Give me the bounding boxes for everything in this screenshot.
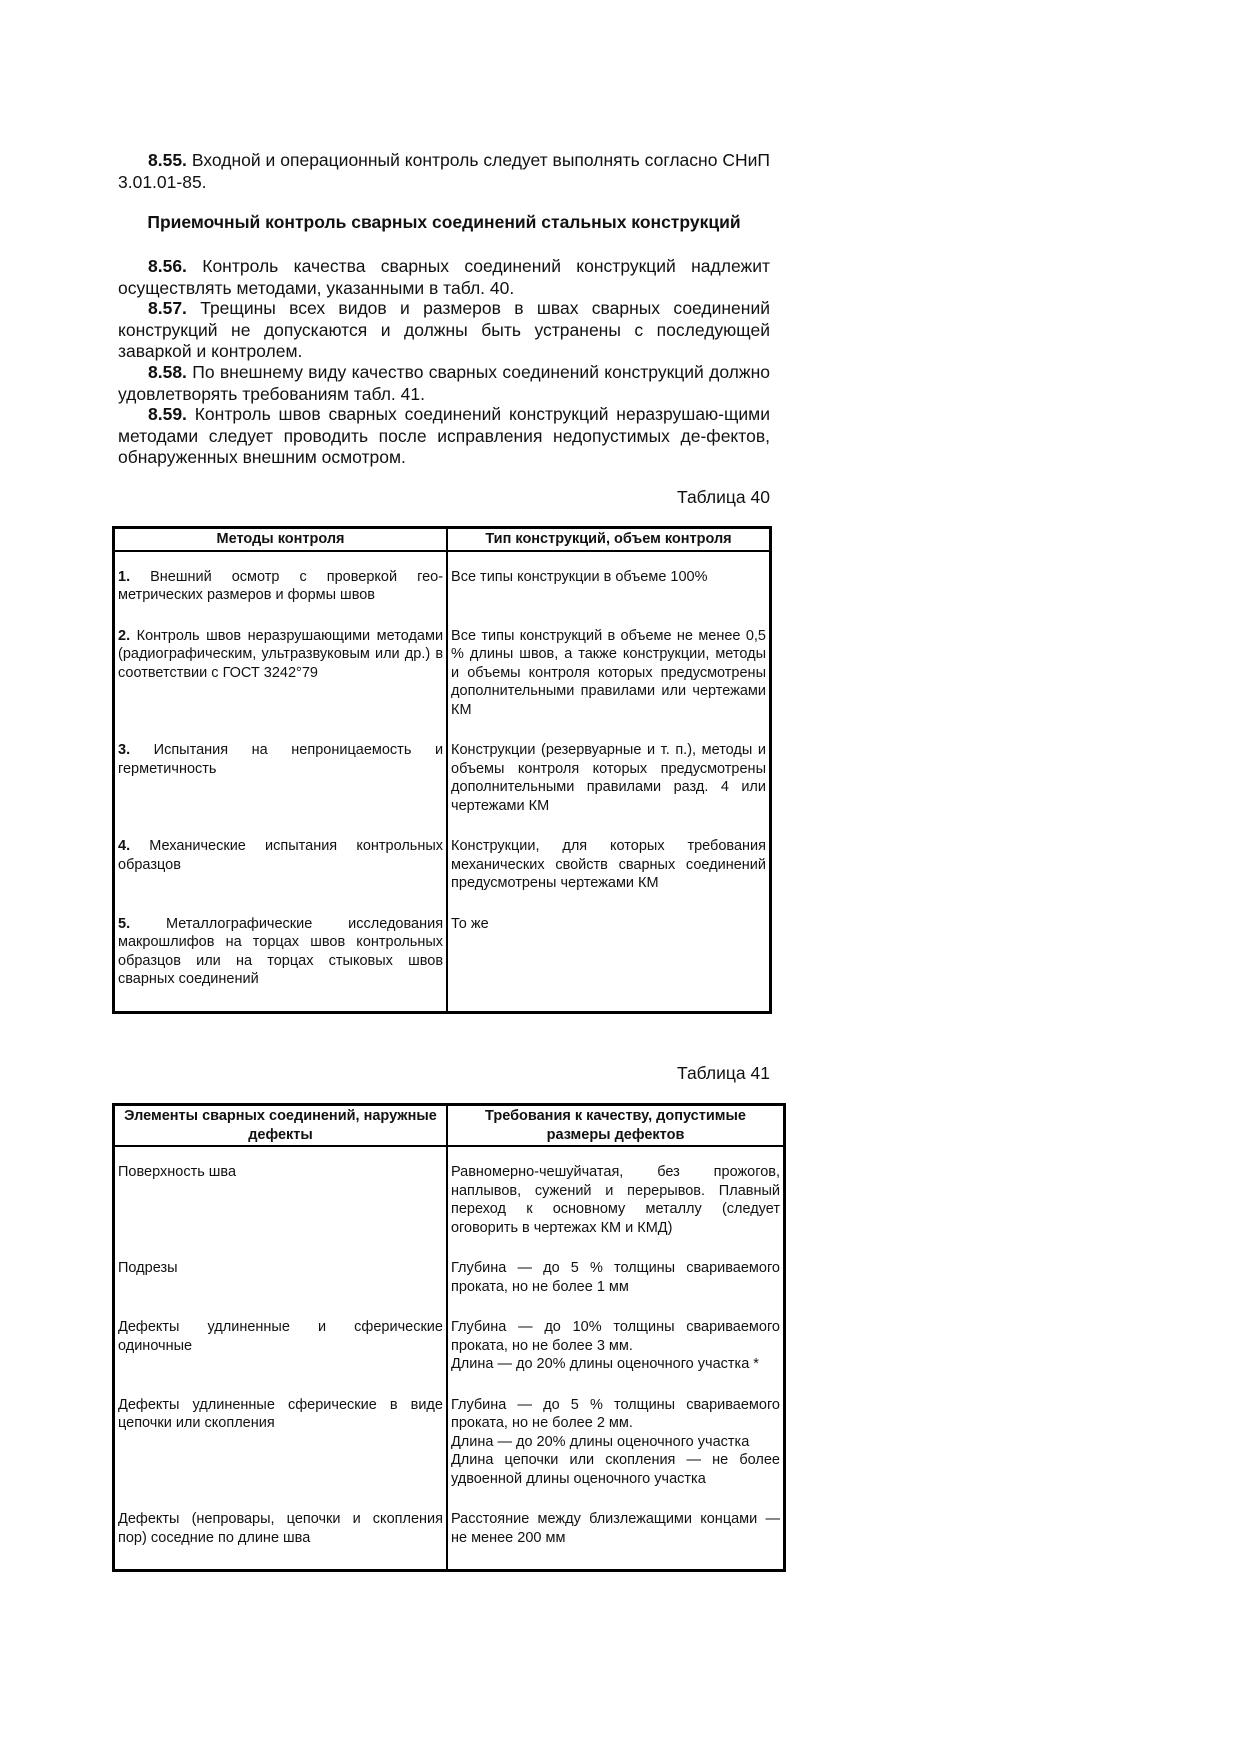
requirement-line: Расстояние между близлежащими концами — не менее 200 мм bbox=[450, 1511, 780, 1546]
paragraph-number: 8.58. bbox=[148, 362, 187, 382]
table-row bbox=[114, 741, 771, 815]
requirement-cell bbox=[447, 1510, 785, 1547]
paragraph-number: 8.59. bbox=[148, 404, 187, 424]
row-number: 4. bbox=[118, 838, 131, 854]
method-cell bbox=[114, 568, 448, 605]
column-header: Требования к качеству, допустимые размеры дефектов bbox=[447, 1105, 785, 1147]
table-row bbox=[114, 1318, 785, 1374]
method-cell bbox=[114, 741, 448, 815]
paragraph-8-59 bbox=[118, 404, 770, 469]
row-number: 2. bbox=[118, 627, 131, 644]
scope-cell: Все типы конструкции в объеме 100% bbox=[451, 568, 708, 585]
requirement-cell bbox=[447, 1259, 785, 1296]
paragraph-number: 8.55. bbox=[148, 150, 187, 170]
method-cell bbox=[114, 627, 448, 720]
requirement-line: Длина — до 20% длины оценочного участка bbox=[450, 1433, 750, 1450]
section-heading: Приемочный контроль сварных соединений стальных конструкций bbox=[147, 212, 741, 232]
paragraph-text: По внешнему виду качество сварных соединений конструкций должно удовлетворять требованиям табл. 41. bbox=[118, 362, 770, 404]
requirement-cell bbox=[447, 1396, 785, 1489]
requirement-line: Глубина — до 5 % толщины свариваемого проката, но не более 2 мм. bbox=[450, 1396, 780, 1431]
table-40-caption: Таблица 40 bbox=[677, 487, 770, 507]
requirement-cell bbox=[447, 1318, 785, 1374]
table-row bbox=[114, 1510, 785, 1547]
method-text: Внешний осмотр с проверкой гео-метрических размеров и формы швов bbox=[118, 568, 444, 603]
requirement-line: Длина — до 20% длины оценочного участка * bbox=[450, 1356, 759, 1372]
requirement-cell bbox=[447, 1163, 785, 1237]
paragraph-number: 8.56. bbox=[148, 256, 187, 276]
table-row bbox=[114, 627, 771, 720]
paragraph-text: Трещины всех видов и размеров в швах сварных соединений конструкций не допускаются и должны быть устранены с последующей заваркой и контролем. bbox=[118, 298, 770, 361]
scope-cell: Конструкции, для которых требования механических свойств сварных соединений предусмотрены чертежами КМ bbox=[451, 838, 766, 891]
column-header: Тип конструкций, объем контроля bbox=[447, 528, 770, 551]
table-40 bbox=[112, 526, 772, 1014]
requirement-line: Глубина — до 5 % толщины свариваемого проката, но не более 1 мм bbox=[450, 1260, 780, 1295]
paragraph-text: Контроль швов сварных соединений конструкций неразрушаю-щими методами следует проводить после исправления недопустимых де-фектов, обнаруженных внешним осмотром. bbox=[118, 404, 770, 467]
element-cell: Поверхность шва bbox=[114, 1163, 447, 1237]
method-text: Металлографические исследования макрошлифов на торцах швов контрольных образцов или на торцах стыковых швов сварных соединений bbox=[118, 915, 444, 987]
element-cell: Подрезы bbox=[114, 1259, 447, 1296]
requirement-line: Равномерно-чешуйчатая, без прожогов, наплывов, сужений и перерывов. Плавный переход к основному металлу (следует оговорить в чертежах КМ и КМД) bbox=[450, 1164, 780, 1236]
method-text: Механические испытания контрольных образцов bbox=[118, 838, 444, 873]
table-41 bbox=[112, 1103, 786, 1572]
method-cell bbox=[114, 837, 448, 893]
table-row bbox=[114, 568, 771, 605]
row-number: 1. bbox=[118, 568, 131, 585]
requirement-line: Глубина — до 10% толщины свариваемого проката, но не более 3 мм. bbox=[450, 1319, 780, 1354]
method-cell bbox=[114, 915, 448, 989]
element-cell: Дефекты (непровары, цепочки и скопления пор) соседние по длине шва bbox=[114, 1510, 447, 1547]
paragraph-number: 8.57. bbox=[148, 298, 187, 318]
method-text: Испытания на непроницаемость и герметичность bbox=[118, 742, 444, 777]
paragraph-8-58 bbox=[118, 362, 770, 405]
scope-cell: Все типы конструкций в объеме не менее 0,5 % длины швов, а также конструкции, методы и объемы контроля которых предусмотрены дополнительными правилами или чертежами КМ bbox=[451, 627, 766, 718]
paragraph-text: Входной и операционный контроль следует выполнять согласно СНиП 3.01.01-85. bbox=[118, 150, 770, 192]
paragraph-8-56 bbox=[118, 256, 770, 299]
row-number: 3. bbox=[118, 742, 131, 758]
row-number: 5. bbox=[118, 915, 131, 932]
paragraph-text: Контроль качества сварных соединений конструкций надлежит осуществлять методами, указанными в табл. 40. bbox=[118, 256, 770, 298]
requirement-line: Длина цепочки или скопления — не более удвоенной длины оценочного участка bbox=[450, 1452, 780, 1487]
paragraph-8-55 bbox=[118, 150, 770, 193]
table-41-caption: Таблица 41 bbox=[677, 1063, 770, 1083]
scope-cell: Конструкции (резервуарные и т. п.), методы и объемы контроля которых предусмотрены дополнительными правилами разд. 4 или чертежами КМ bbox=[451, 742, 766, 814]
table-row bbox=[114, 1163, 785, 1237]
scope-cell: То же bbox=[451, 915, 489, 932]
table-header-row bbox=[114, 1105, 785, 1147]
column-header: Методы контроля bbox=[114, 528, 448, 551]
table-row bbox=[114, 1259, 785, 1296]
element-cell: Дефекты удлиненные сферические в виде цепочки или скопления bbox=[114, 1396, 447, 1489]
paragraph-8-57 bbox=[118, 298, 770, 363]
table-row bbox=[114, 837, 771, 893]
column-header: Элементы сварных соединений, наружные дефекты bbox=[114, 1105, 447, 1147]
method-text: Контроль швов неразрушающими методами (радиографическим, ультразвуковым или др.) в соответствии с ГОСТ 3242°79 bbox=[118, 627, 444, 681]
table-row bbox=[114, 915, 771, 989]
table-header-row bbox=[114, 528, 771, 551]
table-row bbox=[114, 1396, 785, 1489]
element-cell: Дефекты удлиненные и сферические одиночные bbox=[114, 1318, 447, 1374]
